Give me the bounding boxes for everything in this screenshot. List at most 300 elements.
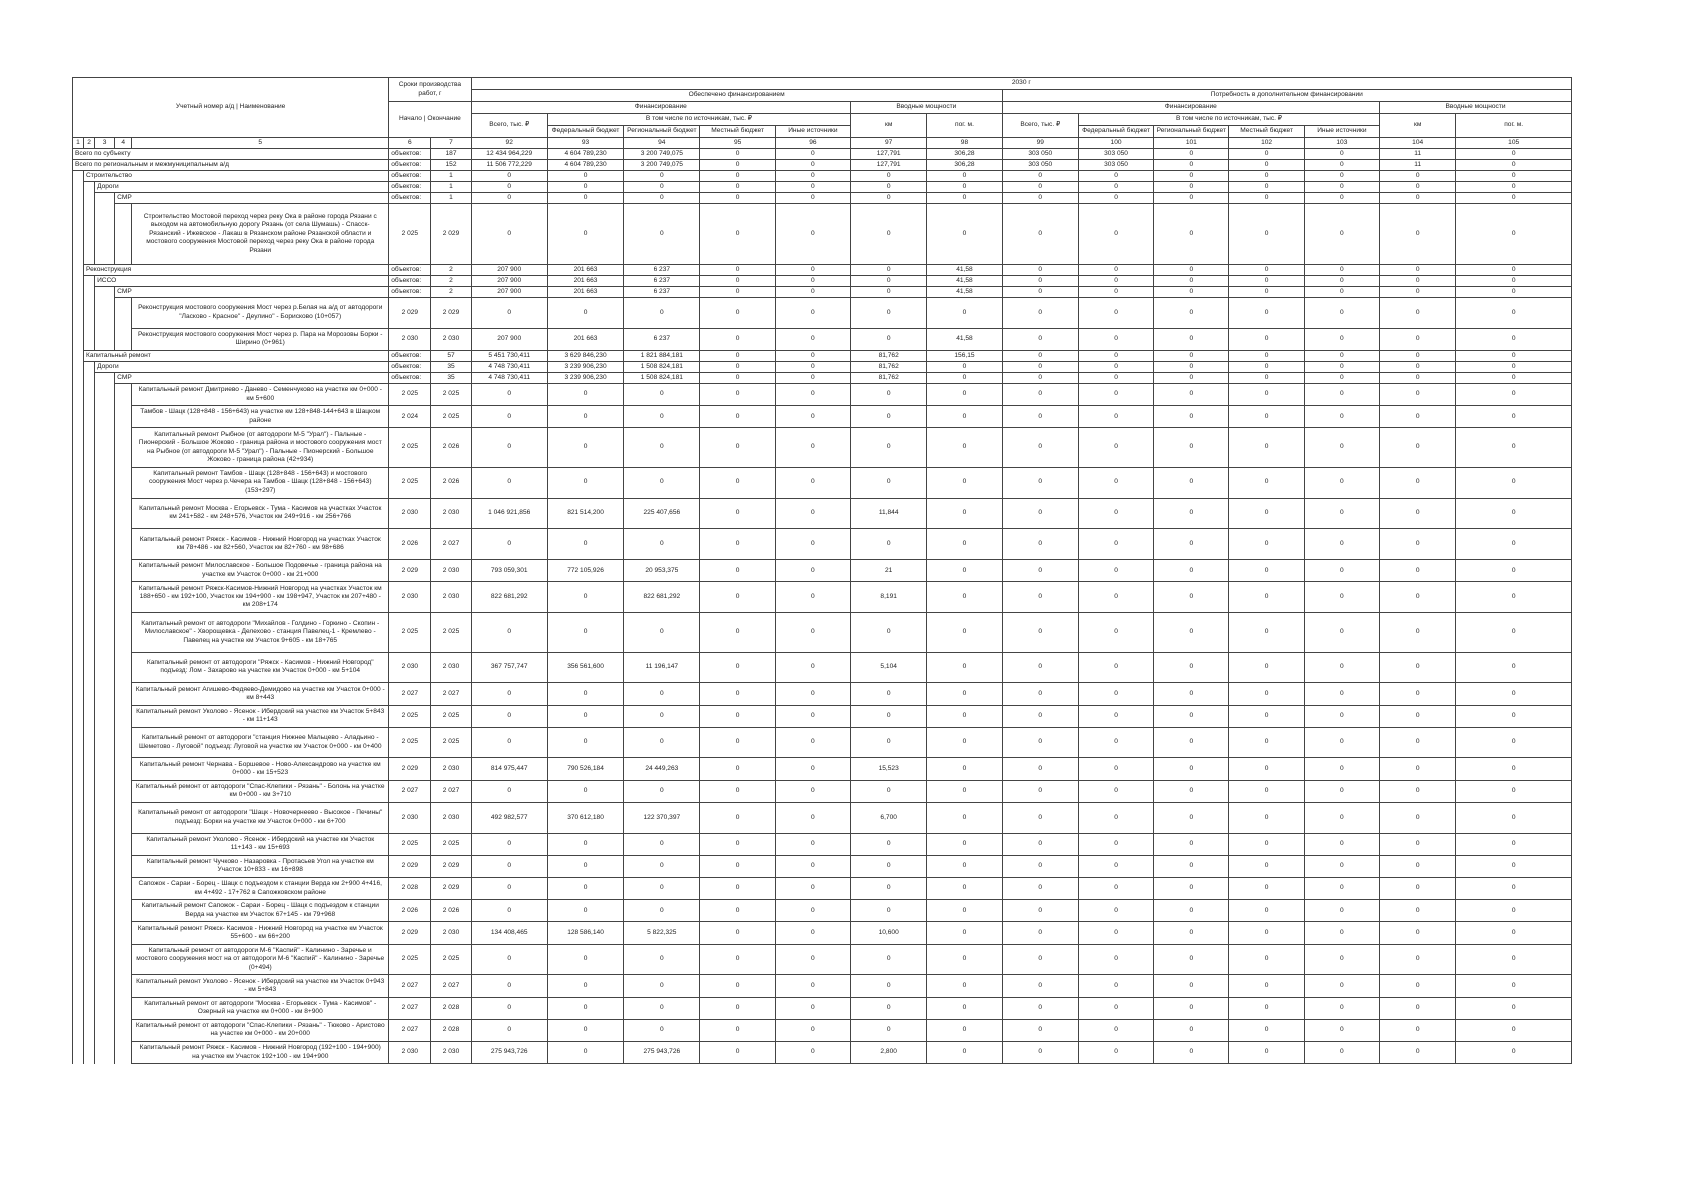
value-cell: 0 [775,900,850,922]
value-cell: 0 [1002,529,1078,560]
value-cell: 0 [1078,560,1153,582]
value-cell: 207 900 [471,276,547,287]
column-number: 7 [431,138,471,149]
value-cell: 6 237 [624,328,700,350]
value-cell: 0 [1002,975,1078,997]
value-cell: 0 [1229,758,1304,780]
value-cell: 0 [1456,802,1572,833]
column-number: 96 [775,138,850,149]
value-cell: 0 [851,204,927,265]
indent-cell [84,406,95,428]
value-cell: 0 [624,529,700,560]
indent-cell [115,997,132,1019]
end-year: 2 027 [431,683,471,705]
value-cell: 0 [927,529,1002,560]
object-name: Капитальный ремонт Уколово - Ясенок - Ибердский на участке км Участок 0+943 - км 5+843 [132,975,389,997]
value-cell: 0 [1304,287,1379,298]
value-cell: 0 [700,683,775,705]
value-cell: 0 [927,498,1002,529]
value-cell: 0 [1380,802,1456,833]
value-cell: 0 [547,878,623,900]
value-cell: 81,762 [851,361,927,372]
value-cell: 0 [1456,652,1572,683]
value-cell: 0 [1304,350,1379,361]
value-cell: 0 [1380,727,1456,758]
value-cell: 0 [1154,727,1229,758]
value-cell: 0 [1078,878,1153,900]
value-cell: 0 [1380,1041,1456,1063]
value-cell: 0 [1380,560,1456,582]
value-cell: 0 [1456,780,1572,802]
indent-cell [115,922,132,944]
value-cell: 0 [1078,328,1153,350]
value-cell: 0 [1304,582,1379,613]
value-cell: 0 [1380,997,1456,1019]
indent-cell [115,383,132,405]
value-cell: 0 [1078,529,1153,560]
object-row [73,900,1572,922]
value-cell: 2,800 [851,1041,927,1063]
header-km-provided: км [851,114,927,138]
value-cell: 0 [471,727,547,758]
value-cell: 0 [775,1041,850,1063]
end-year: 2 029 [431,878,471,900]
value-cell: 0 [1380,498,1456,529]
value-cell: 0 [1456,383,1572,405]
value-cell: 0 [1078,802,1153,833]
header-period: Сроки производства работ, г [389,78,471,102]
value-cell: 0 [1002,758,1078,780]
indent-cell [115,683,132,705]
value-cell: 0 [1229,582,1304,613]
value-cell: 0 [927,855,1002,877]
value-cell: 0 [1456,276,1572,287]
indent-cell [95,855,115,877]
value-cell: 0 [700,149,775,160]
value-cell: 5 451 730,411 [471,350,547,361]
column-number: 1 [73,138,84,149]
value-cell: 0 [927,833,1002,855]
value-cell: 3 239 906,230 [547,361,623,372]
column-number: 101 [1154,138,1229,149]
indent-cell [73,855,84,877]
value-cell: 0 [1380,372,1456,383]
indent-cell [115,833,132,855]
value-cell: 0 [1002,582,1078,613]
value-cell: 0 [1380,182,1456,193]
value-cell: 0 [700,406,775,428]
end-year: 2 030 [431,1041,471,1063]
indent-cell [95,287,115,298]
value-cell: 12 434 964,229 [471,149,547,160]
value-cell: 0 [1380,833,1456,855]
value-cell: 0 [775,855,850,877]
value-cell: 306,28 [927,149,1002,160]
indent-cell [95,560,115,582]
value-cell: 0 [624,193,700,204]
object-row [73,727,1572,758]
value-cell: 0 [547,1019,623,1041]
value-cell: 0 [471,171,547,182]
value-cell: 0 [1002,997,1078,1019]
value-cell: 0 [700,160,775,171]
value-cell: 0 [1304,182,1379,193]
value-cell: 122 370,397 [624,802,700,833]
value-cell: 0 [1380,900,1456,922]
indent-cell [115,428,132,467]
column-number: 94 [624,138,700,149]
object-row [73,529,1572,560]
value-cell: 0 [700,287,775,298]
group-row [73,361,1572,372]
group-count: 187 [431,149,471,160]
value-cell: 0 [775,372,850,383]
indent-cell [73,997,84,1019]
value-cell: 0 [775,287,850,298]
header-other-provided: Иные источники [775,126,850,138]
value-cell: 0 [1002,1019,1078,1041]
value-cell: 0 [624,855,700,877]
value-cell: 0 [1154,204,1229,265]
value-cell: 0 [851,613,927,652]
value-cell: 0 [1154,372,1229,383]
value-cell: 0 [471,428,547,467]
value-cell: 11 506 772,229 [471,160,547,171]
value-cell: 0 [775,383,850,405]
value-cell: 0 [1002,406,1078,428]
value-cell: 0 [851,328,927,350]
value-cell: 0 [1456,900,1572,922]
value-cell: 0 [775,182,850,193]
value-cell: 0 [1154,878,1229,900]
value-cell: 0 [1002,265,1078,276]
indent-cell [73,193,84,204]
end-year: 2 025 [431,944,471,975]
indent-cell [84,582,95,613]
value-cell: 793 059,301 [471,560,547,582]
indent-cell [73,727,84,758]
indent-cell [84,780,95,802]
value-cell: 0 [1078,350,1153,361]
object-name: Сапожок - Сараи - Борец - Шацк с подъездом к станции Верда км 2+900 4+416, км 4+492 - 17+762 в Сапожковском районе [132,878,389,900]
group-unit: объектов: [389,193,431,204]
group-unit: объектов: [389,361,431,372]
value-cell: 0 [1154,406,1229,428]
group-label: Всего по региональным и межмуниципальным а/д [73,160,389,171]
value-cell: 0 [1002,193,1078,204]
value-cell: 6 237 [624,276,700,287]
value-cell: 207 900 [471,328,547,350]
value-cell: 0 [1456,878,1572,900]
column-number: 102 [1229,138,1304,149]
end-year: 2 030 [431,582,471,613]
value-cell: 0 [624,406,700,428]
indent-cell [73,529,84,560]
group-count: 57 [431,350,471,361]
object-name: Капитальный ремонт Агишево-Федяево-Демидово на участке км Участок 0+000 - км 8+443 [132,683,389,705]
value-cell: 0 [1078,652,1153,683]
value-cell: 0 [1002,1041,1078,1063]
value-cell: 0 [1456,498,1572,529]
value-cell: 0 [1154,833,1229,855]
value-cell: 0 [1002,276,1078,287]
value-cell: 0 [775,975,850,997]
value-cell: 6 237 [624,287,700,298]
object-row [73,758,1572,780]
value-cell: 0 [775,944,850,975]
value-cell: 24 449,263 [624,758,700,780]
value-cell: 0 [1304,328,1379,350]
value-cell: 0 [1380,922,1456,944]
indent-cell [115,975,132,997]
value-cell: 0 [851,383,927,405]
object-name: Капитальный ремонт от автодороги "станция Нижнее Мальцево - Аладьино - Шеметово - Луговой" подъезд: Луговой на участке км Участок 0+000 - км 0+400 [132,727,389,758]
value-cell: 0 [1304,406,1379,428]
object-name: Капитальный ремонт Ряжск- Касимов - Нижний Новгород на участке км Участок 55+600 - км 66+200 [132,922,389,944]
value-cell: 0 [700,171,775,182]
value-cell: 0 [1304,498,1379,529]
value-cell: 0 [1154,652,1229,683]
value-cell: 0 [1229,855,1304,877]
group-unit: объектов: [389,372,431,383]
value-cell: 0 [775,705,850,727]
header-local-provided: Местный бюджет [700,126,775,138]
group-unit: объектов: [389,171,431,182]
value-cell: 0 [1229,160,1304,171]
group-row [73,149,1572,160]
value-cell: 0 [927,560,1002,582]
value-cell: 0 [1002,328,1078,350]
start-year: 2 025 [389,467,431,498]
value-cell: 0 [1229,652,1304,683]
value-cell: 0 [700,944,775,975]
value-cell: 0 [1229,878,1304,900]
indent-cell [95,204,115,265]
value-cell: 0 [1078,975,1153,997]
value-cell: 11 196,147 [624,652,700,683]
value-cell: 0 [1304,975,1379,997]
value-cell: 0 [1154,705,1229,727]
value-cell: 0 [700,182,775,193]
indent-cell [115,855,132,877]
value-cell: 0 [1154,160,1229,171]
value-cell: 0 [700,428,775,467]
end-year: 2 026 [431,467,471,498]
value-cell: 0 [1380,758,1456,780]
group-row [73,171,1572,182]
value-cell: 0 [471,855,547,877]
indent-cell [73,265,84,276]
header-start-end: Начало | Окончание [389,102,471,138]
indent-cell [73,944,84,975]
header-pog-provided: пог. м. [927,114,1002,138]
value-cell: 0 [1154,683,1229,705]
header-by-sources-needed: В том числе по источникам, тыс. ₽ [1078,114,1379,126]
object-row [73,204,1572,265]
value-cell: 0 [1078,204,1153,265]
value-cell: 0 [1304,922,1379,944]
value-cell: 0 [1304,683,1379,705]
start-year: 2 025 [389,705,431,727]
value-cell: 0 [927,727,1002,758]
value-cell: 0 [700,193,775,204]
value-cell: 0 [775,582,850,613]
value-cell: 0 [1304,878,1379,900]
value-cell: 0 [1380,683,1456,705]
object-row [73,705,1572,727]
value-cell: 0 [700,652,775,683]
header-local-needed: Местный бюджет [1229,126,1304,138]
value-cell: 0 [851,878,927,900]
group-label: СМР [115,372,389,383]
value-cell: 11,844 [851,498,927,529]
value-cell: 0 [927,613,1002,652]
value-cell: 0 [775,361,850,372]
value-cell: 303 050 [1078,149,1153,160]
value-cell: 0 [775,160,850,171]
value-cell: 0 [1154,855,1229,877]
value-cell: 0 [1229,833,1304,855]
group-count: 35 [431,372,471,383]
value-cell: 1 821 884,181 [624,350,700,361]
group-unit: объектов: [389,276,431,287]
value-cell: 0 [700,498,775,529]
value-cell: 0 [1380,975,1456,997]
indent-cell [73,276,84,287]
value-cell: 0 [775,727,850,758]
end-year: 2 027 [431,975,471,997]
value-cell: 41,58 [927,265,1002,276]
indent-cell [115,529,132,560]
object-row [73,975,1572,997]
value-cell: 41,58 [927,276,1002,287]
object-name: Реконструкция мостового сооружения Мост через р.Белая на а/д от автодороги "Ласково - Красное" - Деулино" - Борисково (10+057) [132,298,389,329]
value-cell: 0 [547,204,623,265]
value-cell: 0 [1304,1041,1379,1063]
value-cell: 0 [927,878,1002,900]
start-year: 2 025 [389,727,431,758]
value-cell: 21 [851,560,927,582]
value-cell: 0 [1002,171,1078,182]
value-cell: 0 [851,298,927,329]
value-cell: 0 [1154,171,1229,182]
object-name: Капитальный ремонт Рыбное (от автодороги М-5 "Урал") - Пальные - Пионерский - Большое Жоково - граница района и мостового сооружения мост на Рыбное (от автодороги М-5 "Урал") - Пальные - Пионерский - Большое Жоково - граница района (42+934) [132,428,389,467]
value-cell: 0 [1078,683,1153,705]
indent-cell [95,922,115,944]
value-cell: 0 [775,350,850,361]
start-year: 2 030 [389,1041,431,1063]
value-cell: 0 [1078,780,1153,802]
value-cell: 0 [1229,383,1304,405]
object-name: Капитальный ремонт Ряжск - Касимов - Нижний Новгород (192+100 - 194+900) на участке км Участок 192+100 - км 194+900 [132,1041,389,1063]
value-cell: 0 [1456,361,1572,372]
indent-cell [95,328,115,350]
value-cell: 0 [1229,900,1304,922]
value-cell: 0 [1229,182,1304,193]
value-cell: 0 [1078,944,1153,975]
value-cell: 0 [927,652,1002,683]
value-cell: 5,104 [851,652,927,683]
indent-cell [115,560,132,582]
value-cell: 0 [1304,276,1379,287]
value-cell: 0 [1456,529,1572,560]
value-cell: 0 [775,878,850,900]
value-cell: 0 [1229,361,1304,372]
value-cell: 0 [1078,193,1153,204]
indent-cell [84,922,95,944]
value-cell: 0 [1229,193,1304,204]
value-cell: 0 [1456,613,1572,652]
group-unit: объектов: [389,350,431,361]
value-cell: 0 [1002,683,1078,705]
indent-cell [95,498,115,529]
column-number: 93 [547,138,623,149]
value-cell: 0 [1380,582,1456,613]
object-row [73,878,1572,900]
indent-cell [115,705,132,727]
value-cell: 15,523 [851,758,927,780]
value-cell: 0 [1002,802,1078,833]
indent-cell [115,582,132,613]
value-cell: 822 681,292 [471,582,547,613]
value-cell: 0 [700,265,775,276]
value-cell: 0 [1229,428,1304,467]
end-year: 2 030 [431,560,471,582]
group-count: 1 [431,182,471,193]
value-cell: 0 [700,350,775,361]
indent-cell [73,878,84,900]
value-cell: 0 [851,705,927,727]
indent-cell [95,833,115,855]
indent-cell [95,529,115,560]
value-cell: 0 [1304,361,1379,372]
object-row [73,802,1572,833]
value-cell: 0 [1002,780,1078,802]
indent-cell [84,383,95,405]
indent-cell [73,560,84,582]
value-cell: 11 [1380,160,1456,171]
value-cell: 0 [700,613,775,652]
object-row [73,298,1572,329]
value-cell: 0 [1304,705,1379,727]
value-cell: 0 [1154,613,1229,652]
object-name: Капитальный ремонт Чернава - Боршевое - Ново-Александрово на участке км 0+000 - км 15+523 [132,758,389,780]
value-cell: 0 [471,182,547,193]
value-cell: 0 [1456,705,1572,727]
value-cell: 0 [1154,944,1229,975]
value-cell: 0 [927,171,1002,182]
value-cell: 0 [1154,361,1229,372]
value-cell: 0 [1229,204,1304,265]
value-cell: 0 [1456,328,1572,350]
value-cell: 0 [624,1019,700,1041]
indent-cell [73,204,84,265]
group-count: 35 [431,361,471,372]
object-name: Реконструкция мостового сооружения Мост через р. Пара на Морозовы Борки - Ширино (0+961) [132,328,389,350]
value-cell: 306,28 [927,160,1002,171]
value-cell: 0 [1380,328,1456,350]
value-cell: 0 [1304,780,1379,802]
end-year: 2 030 [431,652,471,683]
value-cell: 0 [1304,613,1379,652]
object-row [73,467,1572,498]
group-unit: объектов: [389,287,431,298]
value-cell: 0 [624,383,700,405]
value-cell: 0 [700,276,775,287]
start-year: 2 024 [389,406,431,428]
start-year: 2 030 [389,498,431,529]
value-cell: 0 [1229,613,1304,652]
